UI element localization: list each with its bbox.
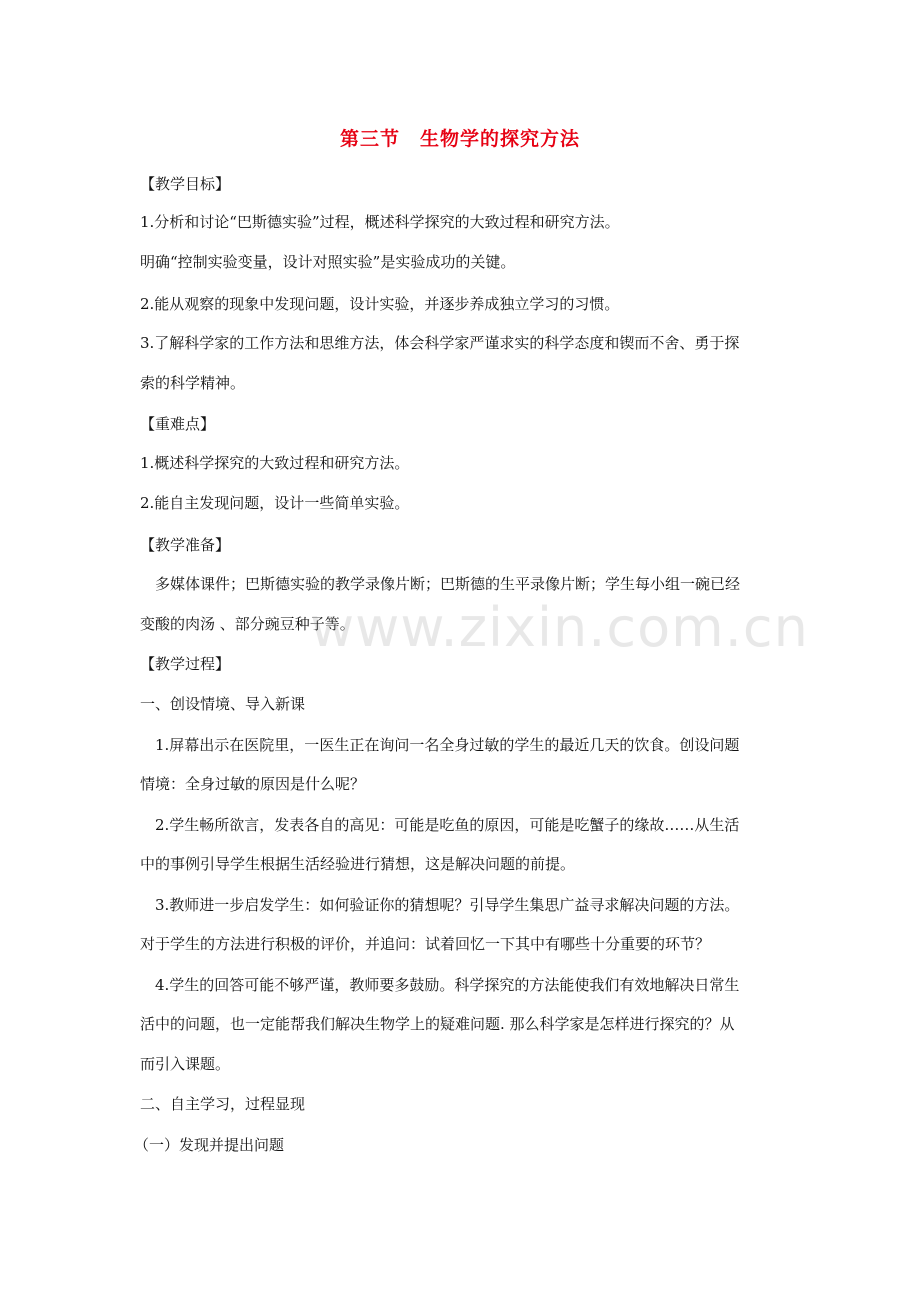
key-point-line: 1.概述科学探究的大致过程和研究方法。 — [140, 454, 410, 472]
objective-line: 索的科学精神。 — [140, 374, 246, 392]
objective-line: 3.了解科学家的工作方法和思维方法，体会科学家严谨求实的科学态度和锲而不舍、勇于探 — [140, 334, 740, 352]
key-point-line: 2.能自主发现问题，设计一些简单实验。 — [140, 494, 410, 512]
paragraph-line: 4.学生的回答可能不够严谨，教师要多鼓励。科学探究的方法能使我们有效地解决日常生 — [155, 976, 740, 994]
preparation-line: 多媒体课件；巴斯德实验的教学录像片断；巴斯德的生平录像片断；学生每小组一碗已经 — [155, 575, 741, 593]
paragraph-line: 对于学生的方法进行积极的评价，并追问：试着回忆一下其中有哪些十分重要的环节？ — [140, 935, 711, 953]
section-heading: 二、自主学习，过程显现 — [140, 1095, 306, 1113]
paragraph-line: 而引入课题。 — [140, 1055, 231, 1073]
key-points-heading: 【重难点】 — [140, 415, 216, 433]
preparation-heading: 【教学准备】 — [140, 536, 231, 554]
objectives-heading: 【教学目标】 — [140, 175, 231, 193]
subsection-heading: （一）发现并提出问题 — [134, 1136, 285, 1154]
section-heading: 一、创设情境、导入新课 — [140, 695, 306, 713]
objective-line: 2.能从观察的现象中发现问题，设计实验，并逐步养成独立学习的习惯。 — [140, 295, 620, 313]
paragraph-line: 情境：全身过敏的原因是什么呢？ — [140, 775, 366, 793]
preparation-line: 变酸的肉汤 、部分豌豆种子等。 — [140, 615, 355, 633]
watermark: www.zixin.com.cn — [310, 596, 809, 659]
process-heading: 【教学过程】 — [140, 655, 231, 673]
paragraph-line: 活中的问题，也一定能帮我们解决生物学上的疑难问题. 那么科学家是怎样进行探究的？从 — [140, 1015, 735, 1033]
paragraph-line: 中的事例引导学生根据生活经验进行猜想，这是解决问题的前提。 — [140, 855, 576, 873]
paragraph-line: 1.屏幕出示在医院里，一医生正在询问一名全身过敏的学生的最近几天的饮食。创设问题 — [155, 736, 740, 754]
paragraph-line: 3.教师进一步启发学生：如何验证你的猜想呢？引导学生集思广益寻求解决问题的方法。 — [155, 896, 740, 914]
objective-line: 明确“控制实验变量，设计对照实验”是实验成功的关键。 — [140, 253, 516, 271]
paragraph-line: 2.学生畅所欲言，发表各自的高见：可能是吃鱼的原因，可能是吃蟹子的缘故……从生活 — [155, 816, 740, 834]
page-title: 第三节 生物学的探究方法 — [339, 128, 580, 150]
objective-line: 1.分析和讨论“巴斯德实验”过程，概述科学探究的大致过程和研究方法。 — [140, 213, 620, 231]
